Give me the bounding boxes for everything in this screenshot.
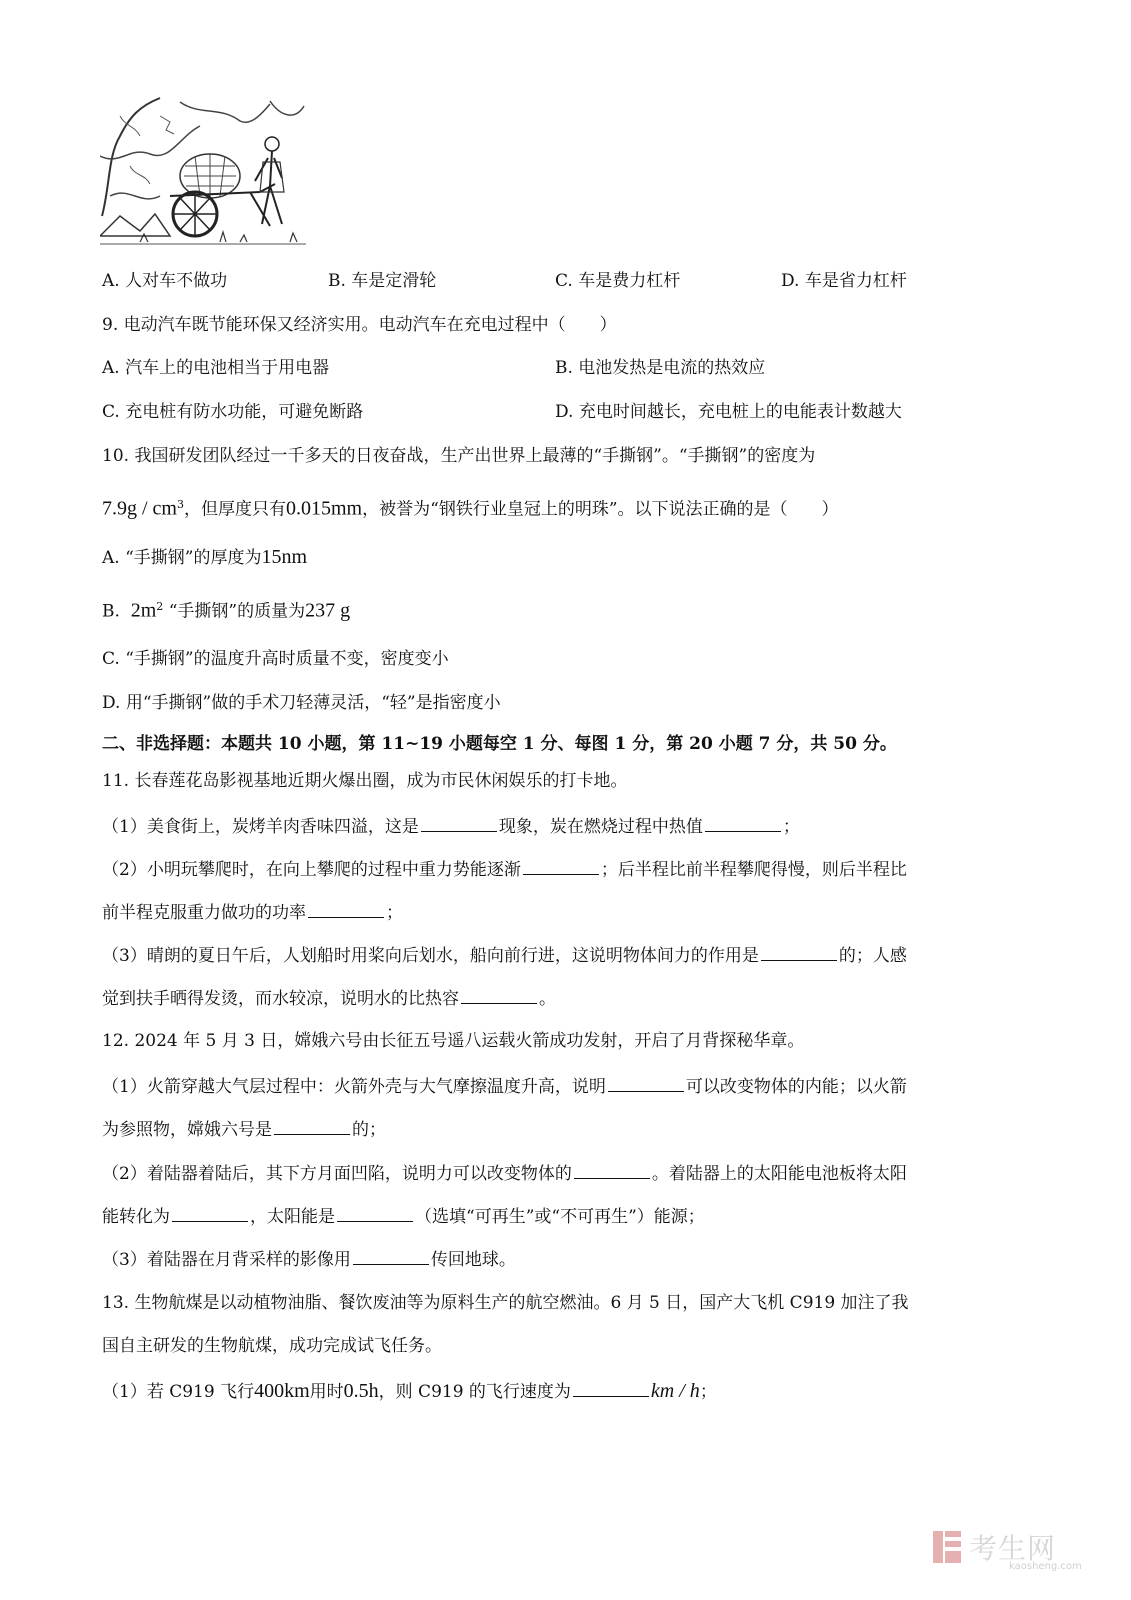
watermark-name: 考生网 <box>969 1532 1057 1565</box>
q11-blank-6[interactable] <box>461 985 537 1004</box>
q11-part3-text-c: 觉到扶手晒得发烫，而水较凉，说明水的比热容 <box>102 989 459 1009</box>
q11-part2-text-a: （2）小明玩攀爬时，在向上攀爬的过程中重力势能逐渐 <box>102 860 521 880</box>
q10-option-b-area: 2m <box>130 599 157 622</box>
q10-stem-mid1: ，但厚度只有 <box>184 499 286 520</box>
q13-part1-text-c: ，则 C919 的飞行速度为 <box>378 1382 571 1402</box>
q13-time: 0.5h <box>343 1380 379 1402</box>
kaosheng-logo-icon <box>931 1529 963 1565</box>
q13-stem-line1: 13. 生物航煤是以动植物油脂、餐饮废油等为原料生产的航空燃油。6 月 5 日，国产大飞机 C919 加注了我 <box>102 1293 909 1313</box>
q12-part1-text-d: 的； <box>352 1120 386 1140</box>
q9-option-c: C. 充电桩有防水功能，可避免断路 <box>102 402 364 422</box>
q11-part2-cont <box>102 899 403 926</box>
q13-distance: 400km <box>254 1380 310 1402</box>
q12-part1-text-a: （1）火箭穿越大气层过程中：火箭外壳与大气摩擦温度升高，说明 <box>102 1077 606 1097</box>
q12-part3-text-b: 传回地球。 <box>430 1250 516 1270</box>
q10-option-b-text: “手撕钢”的质量为 <box>168 601 306 622</box>
q13-part1 <box>102 1378 717 1405</box>
q11-part3-text-a: （3）晴朗的夏日午后，人划船时用桨向后划水，船向前行进，这说明物体间力的作用是 <box>102 946 759 966</box>
q13-stem-line2: 国自主研发的生物航煤，成功完成试飞任务。 <box>102 1336 442 1356</box>
q9-stem: 9. 电动汽车既节能环保又经济实用。电动汽车在充电过程中（ ） <box>102 315 617 335</box>
q11-part3-cont <box>102 985 556 1012</box>
q10-thickness: 0.015mm <box>286 497 363 520</box>
q10-density: 7.9g / cm <box>102 497 177 520</box>
q11-part2-text-c: 前半程克服重力做功的功率 <box>102 903 306 923</box>
q12-part2-text-b: 。着陆器上的太阳能电池板将太阳 <box>651 1164 907 1184</box>
q8-option-d: D. 车是省力杠杆 <box>781 271 907 291</box>
q10-option-b <box>102 594 350 625</box>
q11-part2-text-d: ； <box>386 903 403 923</box>
q12-blank-2[interactable] <box>274 1116 350 1135</box>
q9-option-b: B. 电池发热是电流的热效应 <box>555 358 766 378</box>
q12-part2-text-e: （选填“可再生”或“不可再生”）能源； <box>415 1207 705 1227</box>
q12-part2-text-a: （2）着陆器着陆后，其下方月面凹陷，说明力可以改变物体的 <box>102 1164 572 1184</box>
q8-option-a: A. 人对车不做功 <box>102 271 228 291</box>
q12-blank-6[interactable] <box>353 1246 429 1265</box>
q13-part1-text-d: ； <box>699 1382 717 1402</box>
q8-option-b: B. 车是定滑轮 <box>328 271 437 291</box>
q12-part2-text-d: ，太阳能是 <box>250 1207 335 1227</box>
q10-option-b-value: 237 g <box>305 599 351 622</box>
q10-stem-line1: 10. 我国研发团队经过一千多天的日夜奋战，生产出世界上最薄的“手撕钢”。“手撕钢”的密度为 <box>102 446 816 466</box>
q12-blank-3[interactable] <box>574 1160 650 1179</box>
q12-part2 <box>102 1160 907 1187</box>
watermark <box>931 1525 1101 1575</box>
q10-option-b-exp: 2 <box>156 600 164 613</box>
q12-blank-4[interactable] <box>172 1203 248 1222</box>
q11-part3-text-d: 。 <box>539 989 556 1009</box>
q10-option-a <box>102 544 307 571</box>
q11-part1-text-c: ； <box>782 817 800 837</box>
q13-blank-1[interactable] <box>573 1378 649 1397</box>
q12-part2-text-c: 能转化为 <box>102 1207 170 1227</box>
q12-part3 <box>102 1246 516 1273</box>
section2-heading: 二、非选择题：本题共 10 小题，第 11~19 小题每空 1 分、每图 1 分，第 20 小题 7 分，共 50 分。 <box>102 734 897 754</box>
q11-blank-5[interactable] <box>761 942 837 961</box>
q12-part3-text-a: （3）着陆器在月背采样的影像用 <box>102 1250 351 1270</box>
q12-part1 <box>102 1073 907 1100</box>
q9-option-a: A. 汽车上的电池相当于用电器 <box>102 358 330 378</box>
q10-density-exp: 3 <box>177 498 184 511</box>
q10-stem-mid2: ，被誉为“钢铁行业皇冠上的明珠”。以下说法正确的是（ ） <box>362 499 839 520</box>
cart-woodcut-illustration <box>100 96 306 246</box>
watermark-site: kaosheng.com <box>1009 1561 1082 1572</box>
q12-part1-text-c: 为参照物，嫦娥六号是 <box>102 1120 272 1140</box>
q13-unit: km / h <box>650 1380 700 1402</box>
q12-part1-text-b: 可以改变物体的内能；以火箭 <box>685 1077 907 1097</box>
q10-stem-line2 <box>102 492 839 523</box>
q11-stem: 11. 长春莲花岛影视基地近期火爆出圈，成为市民休闲娱乐的打卡地。 <box>102 771 628 791</box>
q11-part1-text-b: 现象，炭在燃烧过程中热值 <box>498 817 703 837</box>
q10-option-c: C. “手撕钢”的温度升高时质量不变，密度变小 <box>102 649 449 669</box>
q10-option-d: D. 用“手撕钢”做的手术刀轻薄灵活，“轻”是指密度小 <box>102 693 501 713</box>
q8-option-c: C. 车是费力杠杆 <box>555 271 681 291</box>
q12-blank-1[interactable] <box>608 1073 684 1092</box>
q11-blank-2[interactable] <box>705 813 781 832</box>
q10-option-a-text: A. “手撕钢”的厚度为 <box>102 548 262 568</box>
q12-blank-5[interactable] <box>337 1203 413 1222</box>
q11-part1 <box>102 813 800 840</box>
q9-option-d: D. 充电时间越长，充电桩上的电能表计数越大 <box>555 402 902 422</box>
q12-stem: 12. 2024 年 5 月 3 日，嫦娥六号由长征五号遥八运载火箭成功发射，开启了月背探秘华章。 <box>102 1031 805 1051</box>
q13-part1-text-b: 用时 <box>309 1382 344 1402</box>
q11-blank-4[interactable] <box>308 899 384 918</box>
q12-part2-cont <box>102 1203 705 1230</box>
q11-blank-1[interactable] <box>421 813 497 832</box>
q11-blank-3[interactable] <box>523 856 599 875</box>
q10-option-b-prefix: B. <box>102 601 120 622</box>
q11-part2 <box>102 856 907 883</box>
q13-part1-text-a: （1）若 C919 飞行 <box>102 1382 255 1402</box>
q11-part1-text-a: （1）美食街上，炭烤羊肉香味四溢，这是 <box>102 817 419 837</box>
q11-part2-text-b: ；后半程比前半程攀爬得慢，则后半程比 <box>600 860 907 880</box>
q11-part3 <box>102 942 907 969</box>
q12-part1-cont <box>102 1116 386 1143</box>
q10-option-a-value: 15nm <box>261 546 308 568</box>
q11-part3-text-b: 的；人感 <box>838 946 907 966</box>
